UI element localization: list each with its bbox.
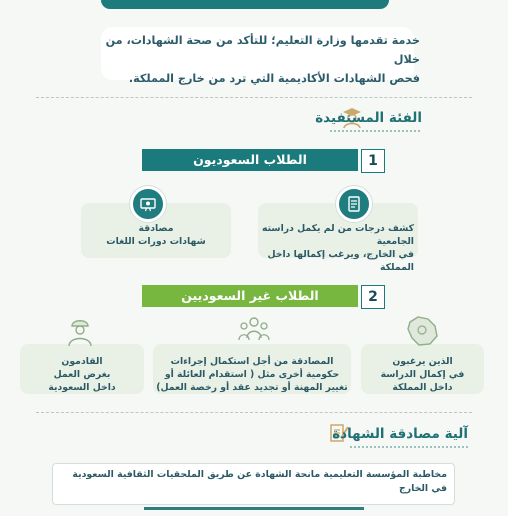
intro-line-1: خدمة تقدمها وزارة التعليم؛ للتأكد من صحة الشهادات، من خلال — [105, 34, 420, 66]
card-work-line-3: داخل السعودية — [48, 382, 116, 393]
card-transcript-text — [262, 222, 414, 274]
beneficiaries-title: الفئة المستفيدة — [315, 110, 422, 126]
card-work-line-2: بغرض العمل — [53, 369, 111, 380]
card-study-line-3: داخل المملكة — [392, 382, 453, 393]
card-gov-text — [156, 355, 348, 394]
header-tab — [101, 0, 389, 9]
saudi-map-icon — [404, 314, 440, 348]
card-language-text — [84, 222, 228, 248]
group-2-number: 2 — [361, 285, 385, 309]
divider — [36, 97, 472, 98]
group-2-banner — [142, 285, 358, 307]
intro-line-2: فحص الشهادات الأكاديمية التي ترد من خارج المملكة. — [128, 72, 420, 85]
card-gov-line-1: المصادقة من أجل استكمال إجراءات — [170, 356, 334, 367]
group-1-number: 1 — [361, 149, 385, 173]
certificate-icon — [130, 186, 166, 222]
group-2-title: الطلاب غير السعوديين — [181, 288, 319, 303]
card-transcript-line-1: كشف درجات من لم يكمل دراسته الجامعية — [262, 223, 414, 247]
mechanism-title: آلية مصادقة الشهادة — [332, 426, 468, 442]
intro-text — [100, 31, 420, 88]
group-1-title: الطلاب السعوديون — [193, 152, 307, 167]
card-work-text — [23, 355, 141, 394]
card-study-text — [364, 355, 481, 394]
card-transcript-line-2: في الخارج، ويرغب إكمالها داخل المملكة — [267, 249, 414, 273]
footer-bar — [144, 507, 364, 510]
card-gov-line-3: تغيير المهنة أو تجديد عقد أو رخصة العمل) — [156, 382, 348, 393]
mechanism-text — [60, 468, 447, 496]
card-study-line-2: في إكمال الدراسة — [380, 369, 465, 380]
mechanism-line-2: في الخارج — [398, 483, 447, 494]
card-language-line-1: مصادقة — [138, 223, 174, 234]
card-study-line-1: الذين يرغبون — [392, 356, 453, 367]
divider — [36, 412, 472, 413]
worker-icon — [62, 314, 98, 348]
mechanism-line-1: مخاطبة المؤسسة التعليمية مانحة الشهادة عن طريق الملحقيات الثقافية السعودية — [72, 469, 447, 480]
mechanism-underline — [350, 446, 468, 448]
group-1-banner — [142, 149, 358, 171]
document-icon — [336, 186, 372, 222]
beneficiaries-underline — [330, 130, 420, 132]
card-work-line-1: القادمون — [61, 356, 103, 367]
people-group-icon — [236, 314, 272, 348]
card-language-line-2: شهادات دورات اللغات — [106, 236, 206, 247]
card-gov-line-2: حكومية أخرى مثل ( استقدام العائلة أو — [164, 369, 340, 380]
